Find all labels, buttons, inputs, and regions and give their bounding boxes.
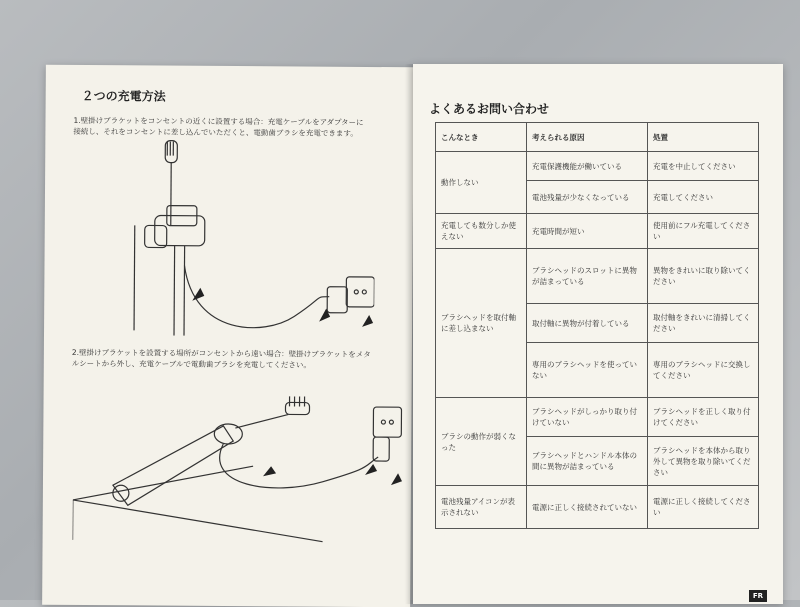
cause-cell: 取付軸に異物が付着している xyxy=(527,304,648,343)
table-row xyxy=(436,214,759,249)
page-language-badge: FR xyxy=(749,590,767,602)
left-page xyxy=(42,65,414,607)
cause-cell: 電池残量が少なくなっている xyxy=(527,181,648,214)
table-row xyxy=(436,152,759,181)
wall-mount-illustration xyxy=(114,135,375,337)
remedy-cell: 異物をきれいに取り除いてください xyxy=(648,249,759,304)
faq-title: よくあるお問い合わせ xyxy=(429,100,549,117)
remedy-cell: 専用のブラシヘッドに交換してください xyxy=(648,343,759,398)
cause-cell: 電源に正しく接続されていない xyxy=(527,486,648,529)
symptom-cell: ブラシの動作が弱くなった xyxy=(436,398,527,486)
right-page xyxy=(413,64,783,604)
symptom-cell: 電池残量アイコンが表示されない xyxy=(436,486,527,529)
remedy-cell: 充電を中止してください xyxy=(648,152,759,181)
cause-cell: ブラシヘッドがしっかり取り付けていない xyxy=(527,398,648,437)
cause-cell: 専用のブラシヘッドを使っていない xyxy=(527,343,648,398)
symptom-cell: 充電しても数分しか使えない xyxy=(436,214,527,249)
step2-line1: 2.壁掛けブラケットを設置する場所がコンセントから遠い場合：壁掛けブラケットをメタ xyxy=(72,347,402,360)
remedy-cell: ブラシヘッドを本体から取り外して異物を取り除いてください xyxy=(648,437,759,486)
table-row xyxy=(436,249,759,304)
remedy-cell: 取付軸をきれいに清掃してください xyxy=(648,304,759,343)
table-charging-illustration xyxy=(73,365,404,547)
symptom-cell: ブラシヘッドを取付軸に差し込まない xyxy=(436,249,527,398)
step1-line2: 接続し、それをコンセントに差し込んでいただくと、電動歯ブラシを充電できます。 xyxy=(73,126,403,139)
faq-table xyxy=(435,122,759,529)
remedy-cell: 充電してください xyxy=(648,181,759,214)
remedy-cell: 使用前にフル充電してください xyxy=(648,214,759,249)
table-row xyxy=(436,486,759,529)
step1-line1: 1.壁掛けブラケットをコンセントの近くに設置する場合：充電ケーブルをアダプターに xyxy=(73,115,403,128)
cause-cell: ブラシヘッドとハンドル本体の間に異物が詰まっている xyxy=(527,437,648,486)
remedy-cell: 電源に正しく接続してください xyxy=(648,486,759,529)
cause-cell: 充電保護機能が働いている xyxy=(527,152,648,181)
table-row xyxy=(436,398,759,437)
remedy-cell: ブラシヘッドを正しく取り付けてください xyxy=(648,398,759,437)
left-page-title: ２つの充電方法 xyxy=(82,87,166,105)
cause-cell: ブラシヘッドのスロットに異物が詰まっている xyxy=(527,249,648,304)
symptom-cell: 動作しない xyxy=(436,152,527,214)
cause-cell: 充電時間が短い xyxy=(527,214,648,249)
step2-line2: ルシートから外し、充電ケーブルで電動歯ブラシを充電してください。 xyxy=(72,358,402,371)
header-remedy: 処置 xyxy=(648,123,759,152)
header-cause: 考えられる原因 xyxy=(527,123,648,152)
header-symptom: こんなとき xyxy=(436,123,527,152)
